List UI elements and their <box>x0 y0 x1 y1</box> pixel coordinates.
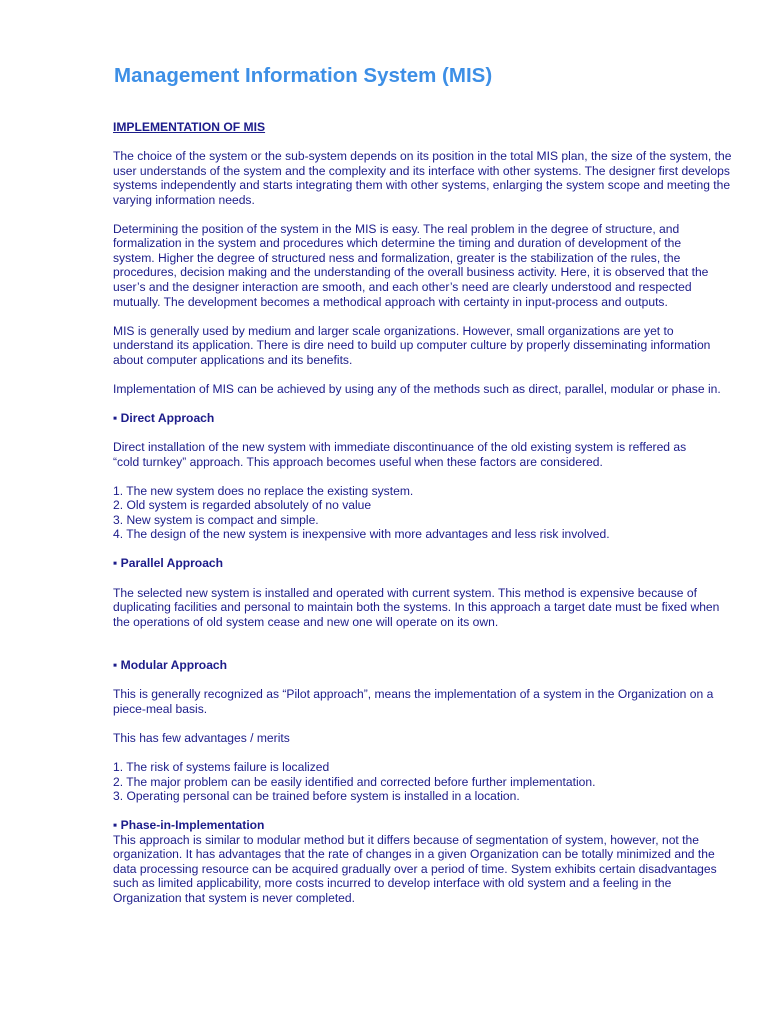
document-body <box>113 120 737 906</box>
intro-paragraph-4: Implementation of MIS can be achieved by using any of the methods such as direct, parallel, modular or phase in. <box>113 381 721 396</box>
list-item: 1. The new system does no replace the existing system. <box>113 483 414 498</box>
modular-approach-paragraph: This is generally recognized as “Pilot approach”, means the implementation of a system in the Organization on a piece-meal basis. <box>113 687 714 716</box>
intro-paragraph-3: MIS is generally used by medium and larger scale organizations. However, small organizations are yet to understand its application. There is dire need to build up computer culture by properly disseminating information about computer applications and its benefits. <box>113 323 711 367</box>
modular-approach-heading: ▪ Modular Approach <box>113 658 228 673</box>
parallel-approach-heading: ▪ Parallel Approach <box>113 556 224 571</box>
intro-paragraph-1: The choice of the system or the sub-system depends on its position in the total MIS plan, the size of the system, the user understands of the system and the complexity and its interface with other systems. The designer first develops systems independently and starts integrating them with other systems, enlarging the system scope and meeting the varying information needs. <box>113 149 732 207</box>
direct-approach-list <box>113 484 737 542</box>
list-item: 1. The risk of systems failure is localized <box>113 760 330 775</box>
section-heading: IMPLEMENTATION OF MIS <box>113 120 266 134</box>
phase-in-heading: ▪ Phase-in-Implementation <box>113 818 265 833</box>
parallel-approach-paragraph: The selected new system is installed and operated with current system. This method is expensive because of duplicating facilities and personal to maintain both the systems. In this approach a target date must be fixed when the operations of old system cease and new one will operate on its own. <box>113 585 720 629</box>
list-item: 3. Operating personal can be trained before system is installed in a location. <box>113 789 520 804</box>
phase-in-paragraph: This approach is similar to modular method but it differs because of segmentation of system, however, not the organization. It has advantages that the rate of changes in a given Organization can be totally minimized and the data processing resource can be acquired gradually over a period of time. System exhibits certain disadvantages such as limited applicability, more costs incurred to develop interface with old system and a feeling in the Organization that system is never completed. <box>113 832 717 905</box>
direct-approach-heading: ▪ Direct Approach <box>113 410 215 425</box>
modular-approach-list <box>113 760 737 804</box>
intro-paragraph-2: Determining the position of the system in the MIS is easy. The real problem in the degree of structure, and formalization in the system and procedures which determine the timing and duration of development of the system. Higher the degree of structured ness and formalization, greater is the stabilization of the rules, the procedures, decision making and the understanding of the overall business activity. Here, it is observed that the user’s and the designer interaction are smooth, and each other’s need are clearly understood and respected mutually. The development becomes a methodical approach with certainty in input-process and outputs. <box>113 221 709 309</box>
page-title: Management Information System (MIS) <box>114 64 493 87</box>
list-item: 4. The design of the new system is inexpensive with more advantages and less risk involved. <box>113 527 610 542</box>
modular-advantages-intro: This has few advantages / merits <box>113 730 290 745</box>
direct-approach-paragraph: Direct installation of the new system with immediate discontinuance of the old existing system is reffered as “cold turnkey” approach. This approach becomes useful when these factors are considered. <box>113 440 687 469</box>
list-item: 3. New system is compact and simple. <box>113 512 319 527</box>
list-item: 2. Old system is regarded absolutely of no value <box>113 498 372 513</box>
list-item: 2. The major problem can be easily identified and corrected before further implementation. <box>113 774 596 789</box>
